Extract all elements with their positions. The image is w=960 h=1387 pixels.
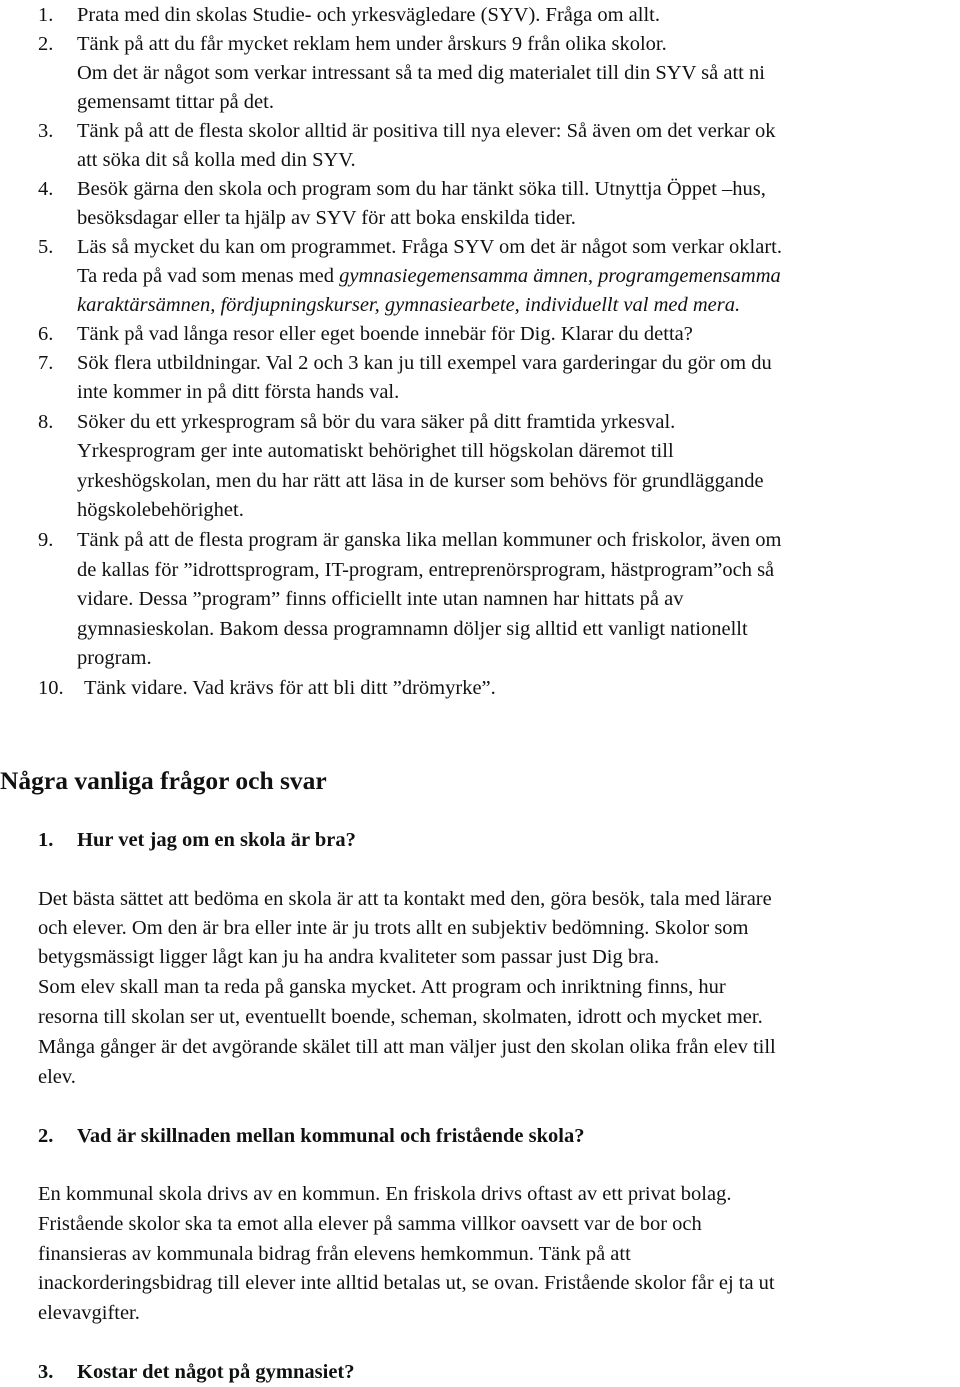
list-item-line: Yrkesprogram ger inte automatiskt behörighet till högskolan däremot till [77, 440, 674, 462]
list-item-text: Ta reda på vad som menas med [77, 265, 335, 287]
question-title: Hur vet jag om en skola är bra? [77, 829, 356, 851]
answer-line: Som elev skall man ta reda på ganska mycket. Att program och inriktning finns, hur [38, 976, 726, 998]
list-item-line: besöksdagar eller ta hjälp av SYV för att boka enskilda tider. [77, 207, 576, 229]
answer-line: finansieras av kommunala bidrag från elevens hemkommun. Tänk på att [38, 1243, 631, 1265]
list-item-number: 9. [38, 529, 54, 551]
list-item-line: gemensamt tittar på det. [77, 91, 274, 113]
list-item-line: vidare. Dessa ”program” finns officiellt inte utan namnen har hittats på av [77, 588, 684, 610]
question-title: Vad är skillnaden mellan kommunal och fristående skola? [77, 1125, 585, 1147]
list-item-italic-line: karaktärsämnen, fördjupningskurser, gymnasiearbete, individuellt val med mera. [77, 294, 741, 316]
list-item-line: Söker du ett yrkesprogram så bör du vara säker på ditt framtida yrkesval. [77, 411, 676, 433]
list-item-line: Prata med din skolas Studie- och yrkesvägledare (SYV). Fråga om allt. [77, 4, 660, 26]
list-item-italic-text: gymnasiegemensamma ämnen, programgemensamma [339, 265, 781, 287]
list-item-line: Tänk på att de flesta program är ganska lika mellan kommuner och friskolor, även om [77, 529, 782, 551]
list-item-number: 6. [38, 323, 54, 345]
answer-line: och elever. Om den är bra eller inte är ju trots allt en subjektiv bedömning. Skolor som [38, 917, 749, 939]
list-item-line: att söka dit så kolla med din SYV. [77, 149, 356, 171]
list-item-number: 2. [38, 33, 54, 55]
list-item-number: 7. [38, 352, 54, 374]
answer-line: Många gånger är det avgörande skälet till att man väljer just den skolan olika från elev till [38, 1036, 776, 1058]
list-item-line: högskolebehörighet. [77, 499, 244, 521]
list-item-line: Tänk på att du får mycket reklam hem under årskurs 9 från olika skolor. [77, 33, 667, 55]
list-item-line: Läs så mycket du kan om programmet. Fråga SYV om det är något som verkar oklart. [77, 236, 782, 258]
list-item-line: yrkeshögskolan, men du har rätt att läsa in de kurser som behövs för grundläggande [77, 470, 764, 492]
list-item-number: 10. [38, 677, 64, 699]
answer-line: Det bästa sättet att bedöma en skola är att ta kontakt med den, göra besök, tala med lärare [38, 888, 772, 910]
list-item-number: 8. [38, 411, 54, 433]
list-item-number: 1. [38, 4, 54, 26]
question-number: 1. [38, 829, 54, 851]
list-item-number: 3. [38, 120, 54, 142]
answer-line: inackorderingsbidrag till elever inte alltid betalas ut, se ovan. Fristående skolor får ej ta ut [38, 1272, 775, 1294]
question-number: 2. [38, 1125, 54, 1147]
list-item-line: de kallas för ”idrottsprogram, IT-program, entreprenörsprogram, hästprogram”och så [77, 559, 775, 581]
list-item-line [77, 264, 781, 288]
list-item-number: 4. [38, 178, 54, 200]
answer-line: Fristående skolor ska ta emot alla elever på samma villkor oavsett var de bor och [38, 1213, 702, 1235]
list-item-line: inte kommer in på ditt första hands val. [77, 381, 400, 403]
answer-line: betygsmässigt ligger lågt kan ju ha andra kvaliteter som passar just Dig bra. [38, 946, 660, 968]
answer-line: elevavgifter. [38, 1302, 140, 1324]
list-item-line: Besök gärna den skola och program som du har tänkt söka till. Utnyttja Öppet –hus, [77, 178, 766, 200]
list-item-line: Tänk på att de flesta skolor alltid är positiva till nya elever: Så även om det verkar ok [77, 120, 776, 142]
faq-heading: Några vanliga frågor och svar [0, 766, 327, 795]
list-item-line: gymnasieskolan. Bakom dessa programnamn döljer sig alltid ett vanligt nationellt [77, 618, 748, 640]
list-item-line: Om det är något som verkar intressant så ta med dig materialet till din SYV så att ni [77, 62, 765, 84]
answer-line: resorna till skolan ser ut, eventuellt boende, scheman, skolmaten, idrott och mycket mer. [38, 1006, 763, 1028]
list-item-line: Tänk på vad långa resor eller eget boende innebär för Dig. Klarar du detta? [77, 323, 693, 345]
answer-line: elev. [38, 1066, 76, 1088]
answer-line: En kommunal skola drivs av en kommun. En friskola drivs oftast av ett privat bolag. [38, 1183, 732, 1205]
list-item-number: 5. [38, 236, 54, 258]
question-number: 3. [38, 1361, 54, 1383]
list-item-line: program. [77, 647, 152, 669]
question-title: Kostar det något på gymnasiet? [77, 1361, 355, 1383]
list-item-line: Tänk vidare. Vad krävs för att bli ditt ”drömyrke”. [84, 677, 496, 699]
list-item-line: Sök flera utbildningar. Val 2 och 3 kan ju till exempel vara garderingar du gör om du [77, 352, 772, 374]
